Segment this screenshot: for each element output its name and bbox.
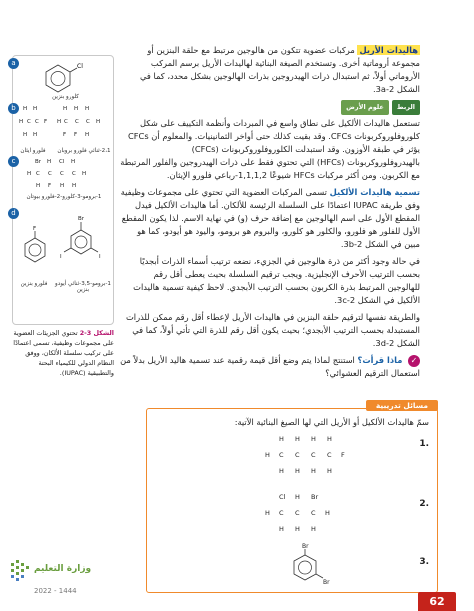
paragraph-cfcs: تستعمل هاليدات الألكيل على نطاق واسع في المبردات وأنظمة التكييف على شكل كلوروفلوروكربونات CFCs. وقد بقيت كذلك حتى أواخر الثمانينيات. والمعلوم أن CFCs يؤثر في طبقة الأوزون. وقد استبدلت الكلوروفلوروكربونات (CFCs) بالهيدروفلوروكربونات (HFCs) التي تحتوي فقط على ذرات الهيدروجين والفلور المرتبطة مع الكربون. ومن أكثر مركبات HFCs شيوعًا 1,1,1,2-رباعي فلورو الإيثان.: [120, 118, 420, 180]
svg-text:C: C: [75, 119, 79, 125]
svg-text:H: H: [265, 451, 270, 459]
svg-text:H: H: [36, 183, 41, 189]
problem-1-structure: [265, 433, 355, 491]
svg-text:H: H: [279, 467, 284, 475]
paragraph-benzene-numbering: والطريقة نفسها لترقيم حلقة البنزين في هاليدات الأريل لإعطاء أقل رقم ممكن للذرات المستبدلة بحسب الترتيب الأبجدي؛ بحيث يكون أقل رقم للذرة التي تأتي أولاً، كما في الشكل 3d-2.: [125, 312, 420, 348]
body-text-column: [120, 44, 420, 384]
paragraph-text: تسمى المركبات العضوية التي تحتوي على مجموعات وظيفية وفق طريقة IUPAC اعتمادًا على السلسلة الرئيسة للألكان. أما هاليدات الألكيل فيدل المقطع الأول على اسم الهالوجين مع إضافة حرف (و) في نهاية الاسم. لذا يكون المقطع الأول للفلور هو فلورو، والكلور هو كلورو، والبروم هو برومو، واليود هو أيودو، كما هو مبين في الشكل 3b-2.: [120, 187, 420, 249]
svg-text:H: H: [74, 106, 79, 112]
problem-number-2: 2.: [419, 499, 429, 509]
ministry-name: وزارة التعليم: [34, 564, 92, 574]
svg-text:H: H: [85, 132, 90, 138]
practice-title: مسائل تدريبية: [366, 400, 438, 411]
svg-text:H: H: [279, 525, 284, 533]
svg-text:H: H: [295, 435, 300, 443]
svg-text:C: C: [327, 451, 332, 459]
svg-text:H: H: [325, 509, 330, 517]
svg-text:C: C: [311, 509, 316, 517]
ministry-logo: [8, 553, 98, 603]
paragraph-multiple-halogens: في حالة وجود أكثر من ذرة هالوجين في الجزيء، نضعه ترتيب أسماء الذرات أبجديًا بحسب الترتيب الأحرف الإنجليزية. ويجب ترقيم السلسلة بحيث يعطى أقل رقم للهالوجين المرتبط بذرة الكربون بحسب الترتيب الأبجدي. لاحظ كيفية تسمية هاليدات الألكيل في الشكل 3c-2.: [133, 256, 420, 305]
figure-caption: [12, 328, 114, 378]
svg-text:H: H: [23, 132, 28, 138]
svg-text:C: C: [35, 119, 39, 125]
problem-number-3: 3.: [419, 557, 429, 567]
figure-number: الشكل 3-2: [79, 329, 114, 337]
caption-fluorobenzene: فلورو بنزين: [20, 281, 48, 287]
svg-text:H: H: [311, 435, 316, 443]
svg-text:H: H: [23, 106, 28, 112]
check-icon: ✓: [408, 355, 420, 367]
chlorobenzene-structure: [43, 60, 87, 94]
svg-text:H: H: [327, 467, 332, 475]
svg-text:Br: Br: [323, 579, 330, 586]
svg-text:C: C: [279, 509, 284, 517]
caption-bromo-chloro-fluorobutane: 1-برومو-3-كلورو-2-فلورو بيوتان: [26, 194, 102, 200]
haloalkane-structures: [19, 104, 113, 146]
bromo-chloro-fluorobutane-structure: [25, 157, 109, 193]
svg-text:C: C: [295, 509, 300, 517]
svg-text:H: H: [311, 467, 316, 475]
svg-text:H: H: [60, 183, 65, 189]
svg-text:H: H: [85, 106, 90, 112]
svg-text:C: C: [48, 171, 52, 177]
reading-check-text: استنتج لماذا يتم وضع أقل قيمة رقمية عند تسمية هاليد الأريل بدلاً من استعمال الترقيم العشوائي؟: [120, 355, 420, 378]
svg-text:H: H: [33, 132, 38, 138]
svg-text:F: F: [74, 132, 78, 138]
svg-text:H: H: [63, 106, 68, 112]
svg-text:H: H: [71, 159, 76, 165]
svg-text:C: C: [279, 451, 284, 459]
svg-text:C: C: [86, 119, 90, 125]
svg-text:F: F: [341, 451, 345, 459]
paragraph-aryl-halides: [120, 44, 420, 96]
svg-text:H: H: [72, 183, 77, 189]
problem-2-structure: [265, 491, 355, 541]
practice-intro: سمّ هاليدات الألكيل أو الأريل التي لها الصيغ البنائية الآتية:: [234, 417, 429, 427]
page-number: 62: [418, 592, 456, 611]
caption-difluoropropane: 2،1-ثنائي فلورو بروبان: [57, 148, 111, 154]
svg-text:Cl: Cl: [279, 493, 286, 501]
naming-heading: تسمية هاليدات الألكيل: [329, 187, 420, 197]
svg-text:C: C: [27, 119, 31, 125]
svg-text:F: F: [63, 132, 67, 138]
reading-check: [120, 354, 420, 380]
svg-text:F: F: [33, 226, 37, 232]
edition-year: 2022 - 1444: [34, 587, 77, 595]
link-tag: الربط: [392, 100, 420, 115]
svg-text:C: C: [72, 171, 76, 177]
figure-panel: [12, 55, 114, 325]
svg-text:H: H: [295, 493, 300, 501]
paragraph-naming: [120, 186, 420, 251]
figure-badge-d: d: [8, 208, 19, 219]
svg-text:I: I: [99, 254, 101, 260]
earth-science-tag: علوم الأرض: [341, 100, 389, 115]
svg-text:H: H: [295, 525, 300, 533]
svg-text:I: I: [60, 254, 62, 260]
problem-3-structure: [277, 543, 337, 593]
svg-text:C: C: [295, 451, 300, 459]
svg-text:H: H: [96, 119, 101, 125]
svg-text:F: F: [44, 119, 48, 125]
svg-text:H: H: [311, 525, 316, 533]
svg-text:H: H: [265, 509, 270, 517]
svg-text:C: C: [60, 171, 64, 177]
figure-badge-b: b: [8, 103, 19, 114]
caption-fluoroethane: فلورو ايثان: [20, 148, 46, 154]
svg-text:Cl: Cl: [77, 63, 83, 70]
figure-badge-a: a: [8, 58, 19, 69]
practice-problems-box: [146, 401, 438, 593]
svg-text:H: H: [47, 159, 52, 165]
svg-text:Br: Br: [311, 493, 319, 501]
svg-text:C: C: [311, 451, 316, 459]
svg-text:Cl: Cl: [59, 159, 65, 165]
svg-text:H: H: [27, 171, 32, 177]
figure-caption-text: تحتوي الجزيئات العضوية على مجموعات وظيفية، تسمى اعتمادًا على تركيب سلسلة الألكان، ووفق النظام الدولي للكيمياء البحتة والتطبيقية (IUPAC).: [13, 329, 114, 377]
svg-text:H: H: [82, 171, 87, 177]
caption-bromo-diiodobenzene: 1-برومو-3,5-ثنائي أيودو بنزين: [55, 281, 111, 293]
ministry-logo-icon: [8, 557, 32, 587]
svg-text:H: H: [57, 119, 62, 125]
svg-text:H: H: [279, 435, 284, 443]
svg-text:F: F: [48, 183, 52, 189]
caption-chlorobenzene: كلورو بنزين: [52, 94, 79, 100]
svg-text:Br: Br: [302, 543, 309, 550]
keyword-aryl-halides: هاليدات الأريل: [359, 45, 418, 55]
aryl-halide-structures: [17, 208, 113, 278]
svg-text:Br: Br: [35, 159, 42, 165]
figure-badge-c: c: [8, 156, 19, 167]
problem-number-1: 1.: [419, 439, 429, 449]
svg-text:H: H: [33, 106, 38, 112]
svg-text:H: H: [19, 119, 24, 125]
svg-text:Br: Br: [78, 216, 85, 222]
svg-text:H: H: [327, 435, 332, 443]
svg-text:C: C: [64, 119, 68, 125]
svg-text:H: H: [295, 467, 300, 475]
svg-text:C: C: [36, 171, 40, 177]
reading-check-label: ماذا قرأت؟: [357, 355, 403, 365]
paragraph-text: مركبات عضوية تتكون من هالوجين مرتبط مع حلقة البنزين أو مجموعة أروماتية أخرى. وتستخدم الصيغة البنائية لهاليدات الأريل برسم المركب الأروماتي أولاً، ثم استبدال ذرات الهيدروجين بذرات الهالوجين بشكل محدد، كما في الشكل 3a-2.: [139, 45, 420, 94]
tag-row: [120, 100, 420, 115]
